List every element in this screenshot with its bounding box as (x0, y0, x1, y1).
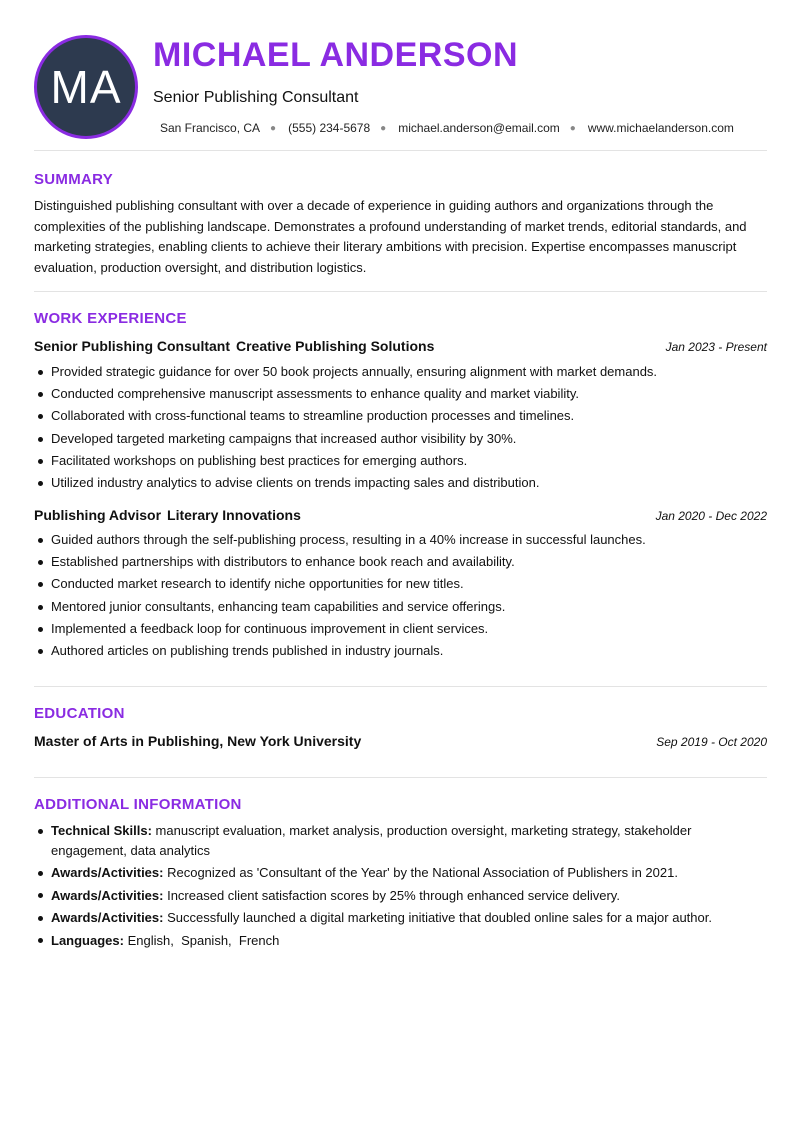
info-label: Languages: (51, 932, 124, 948)
job-company: Literary Innovations (167, 507, 301, 523)
list-item: Implemented a feedback loop for continuous improvement in client services. (34, 618, 767, 640)
contact-website[interactable]: www.michaelanderson.com (587, 121, 734, 135)
job-header (34, 338, 767, 354)
divider (34, 777, 767, 778)
list-item: Authored articles on publishing trends published in industry journals. (34, 640, 767, 662)
divider (34, 150, 767, 151)
list-item: Established partnerships with distributors to enhance book reach and availability. (34, 551, 767, 573)
list-item: Conducted comprehensive manuscript assessments to enhance quality and market viability. (34, 383, 767, 405)
candidate-role: Senior Publishing Consultant (153, 89, 359, 106)
separator-dot-icon: ● (270, 122, 277, 134)
info-label: Awards/Activities: (51, 910, 164, 925)
list-item (34, 863, 767, 883)
info-label: Technical Skills: (51, 823, 152, 838)
job-bullets (34, 361, 767, 494)
education-dates: Sep 2019 - Oct 2020 (656, 735, 767, 749)
job-title (34, 338, 434, 354)
list-item: Provided strategic guidance for over 50 book projects annually, ensuring alignment with market demands. (34, 361, 767, 383)
list-item: Guided authors through the self-publishing process, resulting in a 40% increase in successful launches. (34, 529, 767, 551)
list-item: Mentored junior consultants, enhancing team capabilities and service offerings. (34, 596, 767, 618)
contact-phone: (555) 234-5678 (288, 121, 371, 135)
divider (34, 291, 767, 292)
contact-location: San Francisco, CA (160, 121, 261, 135)
education-entry (34, 733, 767, 749)
info-label: Awards/Activities: (51, 887, 164, 903)
job-dates: Jan 2023 - Present (665, 340, 767, 354)
job-position: Senior Publishing Consultant (34, 338, 230, 354)
summary-heading: SUMMARY (34, 171, 114, 188)
separator-dot-icon: ● (380, 122, 387, 134)
info-text: Successfully launched a digital marketing initiative that doubled online sales for a major author. (167, 910, 712, 925)
info-text: Recognized as 'Consultant of the Year' by the National Association of Publishers in 2021. (167, 865, 678, 880)
job-company: Creative Publishing Solutions (236, 338, 435, 354)
info-text: Increased client satisfaction scores by 25% through enhanced service delivery. (167, 887, 620, 903)
additional-info-list (34, 821, 767, 953)
separator-dot-icon: ● (569, 122, 576, 134)
list-item: Collaborated with cross-functional teams to streamline production processes and timelines. (34, 405, 767, 427)
avatar (34, 35, 138, 139)
job-position: Publishing Advisor (34, 507, 162, 523)
list-item (34, 886, 767, 906)
education-heading: EDUCATION (34, 705, 125, 722)
job-dates: Jan 2020 - Dec 2022 (655, 509, 767, 523)
summary-text: Distinguished publishing consultant with over a decade of experience in guiding authors and organizations through the complexities of the publishing landscape. Demonstrates a profound understanding of market trends, editorial standards, and marketing strategies, enabling clients to achieve their literary ambitions with precision. Expertise encompasses manuscript evaluation, production oversight, and distribution logistics. (34, 198, 747, 275)
additional-info-heading: ADDITIONAL INFORMATION (34, 796, 242, 813)
list-item (34, 821, 767, 860)
list-item (34, 908, 767, 928)
list-item: Utilized industry analytics to advise clients on trends impacting sales and distribution. (34, 472, 767, 494)
list-item: Developed targeted marketing campaigns that increased author visibility by 30%. (34, 428, 767, 450)
list-item: Facilitated workshops on publishing best practices for emerging authors. (34, 450, 767, 472)
work-experience-heading: WORK EXPERIENCE (34, 310, 187, 327)
job-bullets (34, 529, 767, 662)
info-text: manuscript evaluation, market analysis, production oversight, marketing strategy, stakeholder engagement, data analytics (51, 823, 692, 858)
info-text: English, Spanish, French (127, 932, 280, 948)
education-degree: Master of Arts in Publishing, New York University (34, 733, 362, 749)
job-header (34, 507, 767, 523)
contact-email[interactable]: michael.anderson@email.com (398, 121, 560, 135)
list-item: Conducted market research to identify niche opportunities for new titles. (34, 573, 767, 595)
job-title (34, 507, 301, 523)
candidate-name: MICHAEL ANDERSON (153, 36, 519, 74)
avatar-initials: MA (50, 61, 122, 113)
list-item (34, 931, 767, 951)
info-label: Awards/Activities: (51, 865, 164, 880)
divider (34, 686, 767, 687)
contact-bar (160, 121, 734, 135)
